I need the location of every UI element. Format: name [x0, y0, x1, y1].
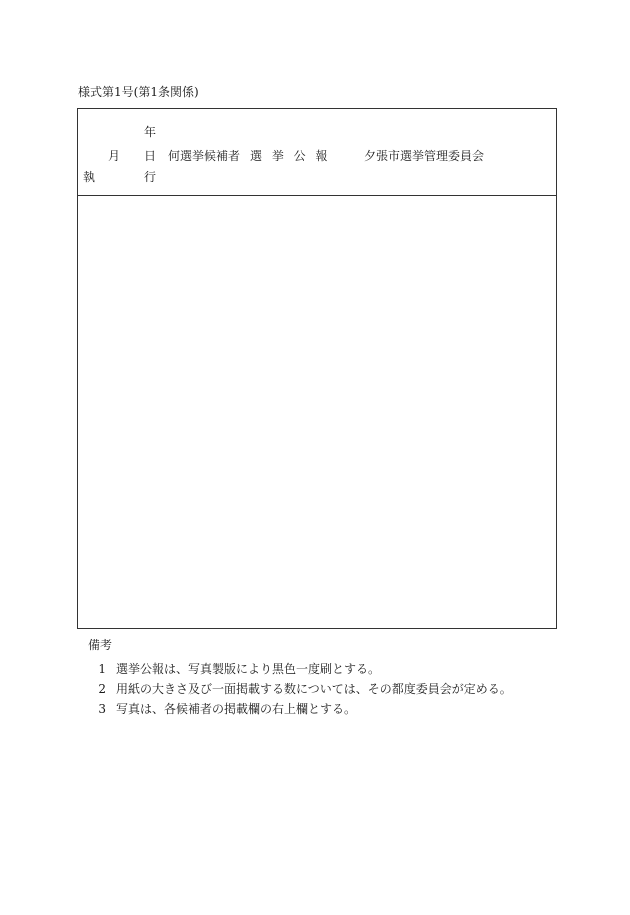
- header-issuer: 夕張市選挙管理委員会: [364, 149, 485, 163]
- note-item: [88, 679, 512, 699]
- notes-section: [88, 636, 512, 719]
- bulletin-body-area: [78, 196, 556, 628]
- header-do: 行: [144, 170, 157, 184]
- header-candidate: 何選挙候補者: [168, 149, 241, 163]
- header-day: 日: [144, 149, 157, 163]
- note-number: 3: [98, 702, 106, 716]
- note-text: 写真は、各候補者の掲載欄の右上欄とする。: [116, 702, 357, 716]
- note-item: [88, 659, 512, 679]
- note-text: 選挙公報は、写真製版により黒色一度刷とする。: [116, 662, 381, 676]
- header-year: 年: [144, 125, 157, 139]
- note-number: 1: [98, 662, 106, 676]
- note-text: 用紙の大きさ及び一面掲載する数については、その都度委員会が定める。: [116, 682, 512, 696]
- bulletin-header: [78, 109, 556, 196]
- note-number: 2: [98, 682, 106, 696]
- election-bulletin-frame: [77, 108, 557, 629]
- form-number-label: 様式第1号(第1条関係): [78, 85, 199, 99]
- header-title: 選 挙 公 報: [250, 149, 331, 163]
- header-month: 月: [108, 149, 121, 163]
- note-item: [88, 699, 512, 719]
- header-exec: 執: [83, 170, 96, 184]
- notes-title: 備考: [88, 638, 113, 652]
